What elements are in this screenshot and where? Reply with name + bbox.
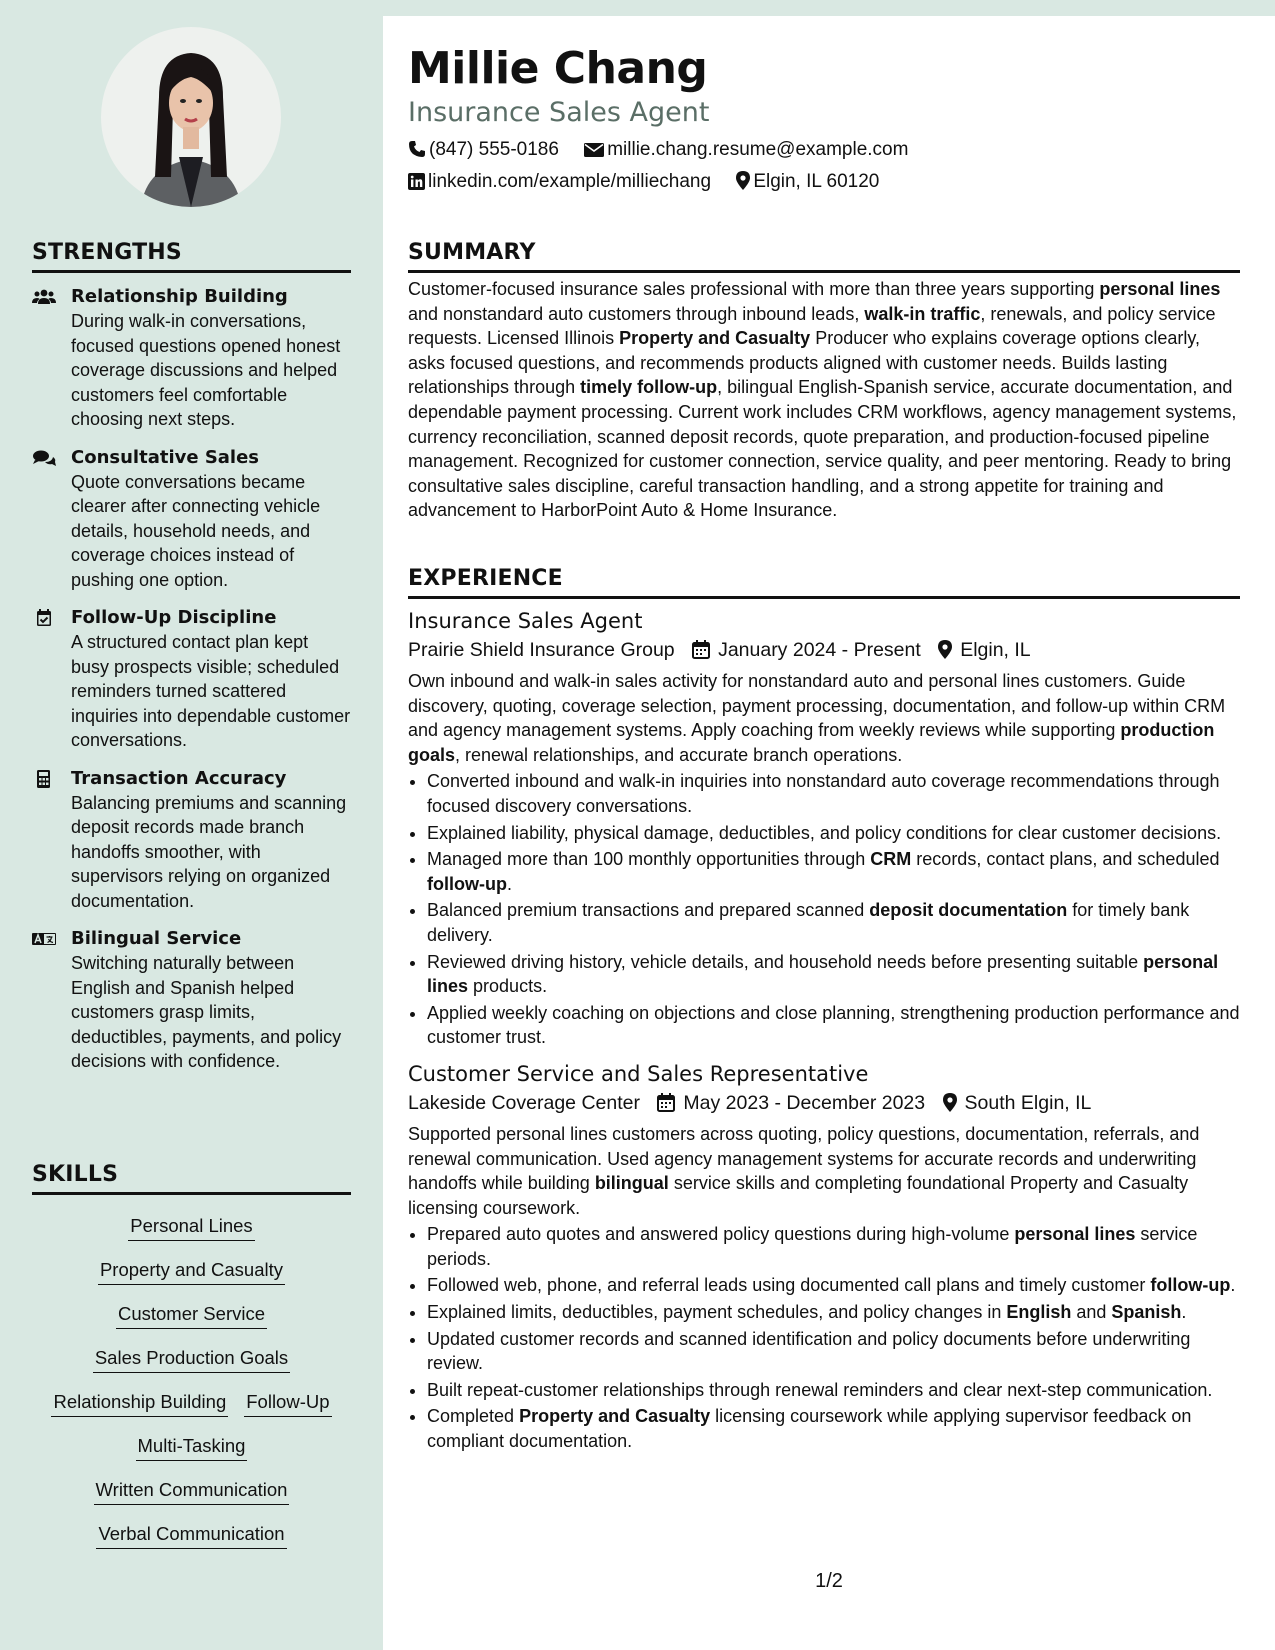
map-pin-icon bbox=[938, 640, 952, 659]
users-icon bbox=[32, 288, 56, 306]
location-text: Elgin, IL 60120 bbox=[753, 171, 880, 192]
text-run: and bbox=[1071, 1302, 1112, 1323]
page-number: 1/2 bbox=[815, 1570, 843, 1592]
job-location: South Elgin, IL bbox=[964, 1091, 1092, 1114]
bold-text: personal lines bbox=[1099, 279, 1221, 299]
text-run: Converted inbound and walk-in inquiries into nonstandard auto coverage recommendations through focused discovery conversations. bbox=[427, 771, 1220, 816]
comments-icon bbox=[32, 449, 56, 467]
text-run: Prepared auto quotes and answered policy questions during high-volume bbox=[427, 1224, 1015, 1245]
text-run: Completed bbox=[427, 1406, 520, 1427]
strength-desc: Quote conversations became clearer after connecting vehicle details, household needs, and coverage choices instead of pushing one option. bbox=[71, 471, 321, 590]
bullet-item bbox=[427, 769, 1240, 818]
linkedin-icon bbox=[408, 173, 425, 190]
skill-tag: Relationship Building bbox=[51, 1389, 228, 1417]
experience-section bbox=[408, 566, 1240, 1456]
skill-tag: Multi-Tasking bbox=[136, 1433, 248, 1461]
strength-item bbox=[32, 285, 351, 432]
text-run: . bbox=[1181, 1302, 1187, 1323]
bullet-item bbox=[427, 847, 1240, 896]
contact-email bbox=[584, 134, 908, 166]
summary-heading: SUMMARY bbox=[408, 240, 1240, 273]
bold-text: bilingual bbox=[594, 1173, 669, 1194]
text-run: for timely bank delivery. bbox=[427, 900, 1190, 945]
job-entry bbox=[408, 607, 1240, 1050]
bullet-item bbox=[427, 821, 1240, 846]
strength-title: Consultative Sales bbox=[71, 446, 260, 468]
strength-item bbox=[32, 927, 351, 1074]
text-run: , bilingual English-Spanish service, accurate documentation, and dependable payment processing. Current work includes CRM workflows, agency management systems, currency reconciliation, scanned deposit records, quote preparation, and production-focused pipeline management. Recognized for customer connection, service quality, and peer mentoring. Ready to bring consultative sales discipline, careful transaction handling, and a strong appetite for training and advancement to HarborPoint Auto & Home Insurance. bbox=[408, 377, 1237, 521]
text-run: Applied weekly coaching on objections and close planning, strengthening production performance and customer trust. bbox=[427, 1002, 1240, 1048]
text-run: licensing coursework while applying supervisor feedback on compliant documentation. bbox=[427, 1406, 1192, 1452]
job-title: Insurance Sales Agent bbox=[408, 609, 643, 633]
calendar-icon bbox=[657, 1093, 675, 1112]
strength-desc: During walk-in conversations, focused questions opened honest coverage discussions and helped customers feel comfortable choosing next steps. bbox=[71, 311, 341, 429]
bold-text: walk-in traffic bbox=[864, 303, 981, 324]
skill-tag: Personal Lines bbox=[128, 1213, 254, 1241]
bullet-item bbox=[427, 1273, 1240, 1298]
skills-list bbox=[32, 1205, 351, 1557]
bullet-item bbox=[427, 1300, 1240, 1325]
map-pin-icon bbox=[943, 1093, 957, 1112]
top-band bbox=[383, 0, 1275, 16]
strength-item bbox=[32, 446, 351, 593]
job-intro bbox=[408, 1122, 1240, 1220]
bullet-item bbox=[427, 1378, 1240, 1403]
bold-text: English bbox=[1006, 1302, 1072, 1323]
strength-title: Follow-Up Discipline bbox=[71, 607, 277, 628]
contact-row bbox=[408, 166, 1240, 198]
text-run: Customer-focused insurance sales professional with more than three years supporting bbox=[408, 279, 1100, 299]
text-run: . bbox=[506, 873, 512, 894]
bold-text: CRM bbox=[870, 849, 912, 870]
bold-text: follow-up bbox=[1150, 1275, 1231, 1296]
header bbox=[408, 44, 1240, 198]
bullet-item bbox=[427, 1327, 1240, 1376]
experience-heading: EXPERIENCE bbox=[408, 566, 1240, 599]
bullet-item bbox=[427, 898, 1240, 947]
job-intro bbox=[408, 669, 1240, 767]
job-dates: May 2023 - December 2023 bbox=[683, 1091, 926, 1114]
strengths-heading: STRENGTHS bbox=[32, 240, 351, 273]
contact-linkedin bbox=[408, 166, 711, 198]
contact-phone bbox=[408, 134, 559, 166]
bullet-item bbox=[427, 950, 1240, 999]
skill-tag: Customer Service bbox=[116, 1301, 267, 1329]
strength-desc: A structured contact plan kept busy prospects visible; scheduled reminders turned scattered inquiries into dependable customer conversations. bbox=[71, 632, 351, 750]
skill-tag: Follow-Up bbox=[244, 1389, 331, 1417]
text-run: and nonstandard auto customers through inbound leads, bbox=[408, 303, 865, 324]
text-run: Reviewed driving history, vehicle details, and household needs before presenting suitable bbox=[427, 951, 1144, 972]
summary-section bbox=[408, 240, 1240, 523]
text-run: Managed more than 100 monthly opportunities through bbox=[427, 849, 871, 870]
text-run: , renewals, and policy service requests. Licensed Illinois bbox=[408, 303, 1216, 349]
strength-title: Transaction Accuracy bbox=[71, 767, 287, 789]
map-pin-icon bbox=[736, 171, 750, 190]
text-run: service periods. bbox=[427, 1224, 1198, 1269]
job-meta bbox=[408, 635, 1240, 665]
text-run: products. bbox=[468, 976, 548, 997]
job-meta bbox=[408, 1088, 1240, 1118]
strength-item bbox=[32, 606, 351, 753]
envelope-icon bbox=[584, 142, 604, 158]
text-run: Supported personal lines customers across quoting, policy questions, documentation, referrals, and renewal communication. Used agency management systems for accurate records and underwriting handoffs while building bbox=[408, 1123, 1200, 1194]
job-location: Elgin, IL bbox=[960, 639, 1031, 661]
skill-tag: Verbal Communication bbox=[96, 1521, 286, 1549]
bold-text: Property and Casualty bbox=[619, 328, 811, 349]
skill-tag: Sales Production Goals bbox=[93, 1345, 290, 1373]
skill-tag: Property and Casualty bbox=[98, 1257, 285, 1285]
bullet-item bbox=[427, 1404, 1240, 1453]
bold-text: follow-up bbox=[427, 873, 507, 894]
calculator-icon bbox=[32, 770, 56, 788]
bold-text: timely follow-up bbox=[580, 377, 718, 398]
job-entry bbox=[408, 1060, 1240, 1454]
text-run: Explained limits, deductibles, payment schedules, and policy changes in bbox=[427, 1302, 1007, 1323]
text-run: records, contact plans, and scheduled bbox=[911, 849, 1220, 870]
strength-title: Relationship Building bbox=[71, 286, 288, 307]
strength-desc: Switching naturally between English and Spanish helped customers grasp limits, deductibles, payments, and policy decisions with confidence. bbox=[71, 953, 342, 1071]
bold-text: Spanish bbox=[1111, 1302, 1182, 1323]
calendar-icon bbox=[692, 640, 710, 659]
text-run: . bbox=[1230, 1275, 1236, 1296]
strength-item bbox=[32, 767, 351, 914]
bold-text: personal lines bbox=[427, 951, 1219, 997]
text-run: Balanced premium transactions and prepared scanned bbox=[427, 900, 870, 921]
skills-section bbox=[32, 1162, 351, 1557]
contact-row bbox=[408, 134, 1240, 166]
contact-location bbox=[736, 166, 879, 198]
text-run: Explained liability, physical damage, deductibles, and policy conditions for clear customer decisions. bbox=[427, 822, 1222, 843]
summary-text bbox=[408, 277, 1240, 523]
text-run: Followed web, phone, and referral leads using documented call plans and timely customer bbox=[427, 1275, 1151, 1296]
bold-text: deposit documentation bbox=[869, 900, 1068, 921]
email-text: millie.chang.resume@example.com bbox=[607, 139, 909, 160]
strength-title: Bilingual Service bbox=[71, 928, 242, 949]
phone-icon bbox=[408, 140, 426, 158]
linkedin-text: linkedin.com/example/milliechang bbox=[428, 171, 712, 192]
job-title: Customer Service and Sales Representative bbox=[408, 1061, 869, 1086]
job-bullets bbox=[408, 1222, 1240, 1453]
text-run: Producer who explains coverage options clearly, asks focused questions, and recommends products aligned with customer needs. Builds lasting relationships through bbox=[408, 328, 1201, 398]
calendar-check-icon bbox=[32, 609, 56, 627]
candidate-name: Millie Chang bbox=[408, 43, 708, 94]
job-dates: January 2024 - Present bbox=[718, 639, 921, 661]
strengths-section bbox=[32, 240, 351, 1074]
candidate-role: Insurance Sales Agent bbox=[408, 97, 710, 128]
skill-tag: Written Communication bbox=[94, 1477, 290, 1505]
language-icon bbox=[32, 930, 56, 948]
text-run: service skills and completing foundational Property and Casualty licensing coursework. bbox=[408, 1173, 1189, 1218]
job-bullets bbox=[408, 769, 1240, 1050]
skills-heading: SKILLS bbox=[32, 1162, 351, 1195]
text-run: Updated customer records and scanned identification and policy documents before underwriting review. bbox=[427, 1328, 1191, 1374]
text-run: Built repeat-customer relationships through renewal reminders and clear next-step communication. bbox=[427, 1379, 1213, 1400]
strength-desc: Balancing premiums and scanning deposit records made branch handoffs smoother, with supervisors relying on organized documentation. bbox=[71, 792, 347, 911]
profile-photo bbox=[101, 27, 281, 207]
text-run: Own inbound and walk-in sales activity for nonstandard auto and personal lines customers. Guide discovery, quoting, coverage selection, payment processing, documentation, and follow-up within CRM and agency management systems. Apply coaching from weekly reviews while supporting bbox=[408, 671, 1226, 741]
bold-text: personal lines bbox=[1014, 1224, 1136, 1245]
job-company: Lakeside Coverage Center bbox=[408, 1091, 640, 1114]
bullet-item bbox=[427, 1222, 1240, 1271]
bold-text: production goals bbox=[408, 720, 1215, 765]
bullet-item bbox=[427, 1001, 1240, 1050]
bold-text: Property and Casualty bbox=[519, 1406, 711, 1427]
text-run: , renewal relationships, and accurate branch operations. bbox=[455, 744, 903, 765]
job-company: Prairie Shield Insurance Group bbox=[408, 639, 675, 661]
phone-text: (847) 555-0186 bbox=[429, 139, 559, 160]
